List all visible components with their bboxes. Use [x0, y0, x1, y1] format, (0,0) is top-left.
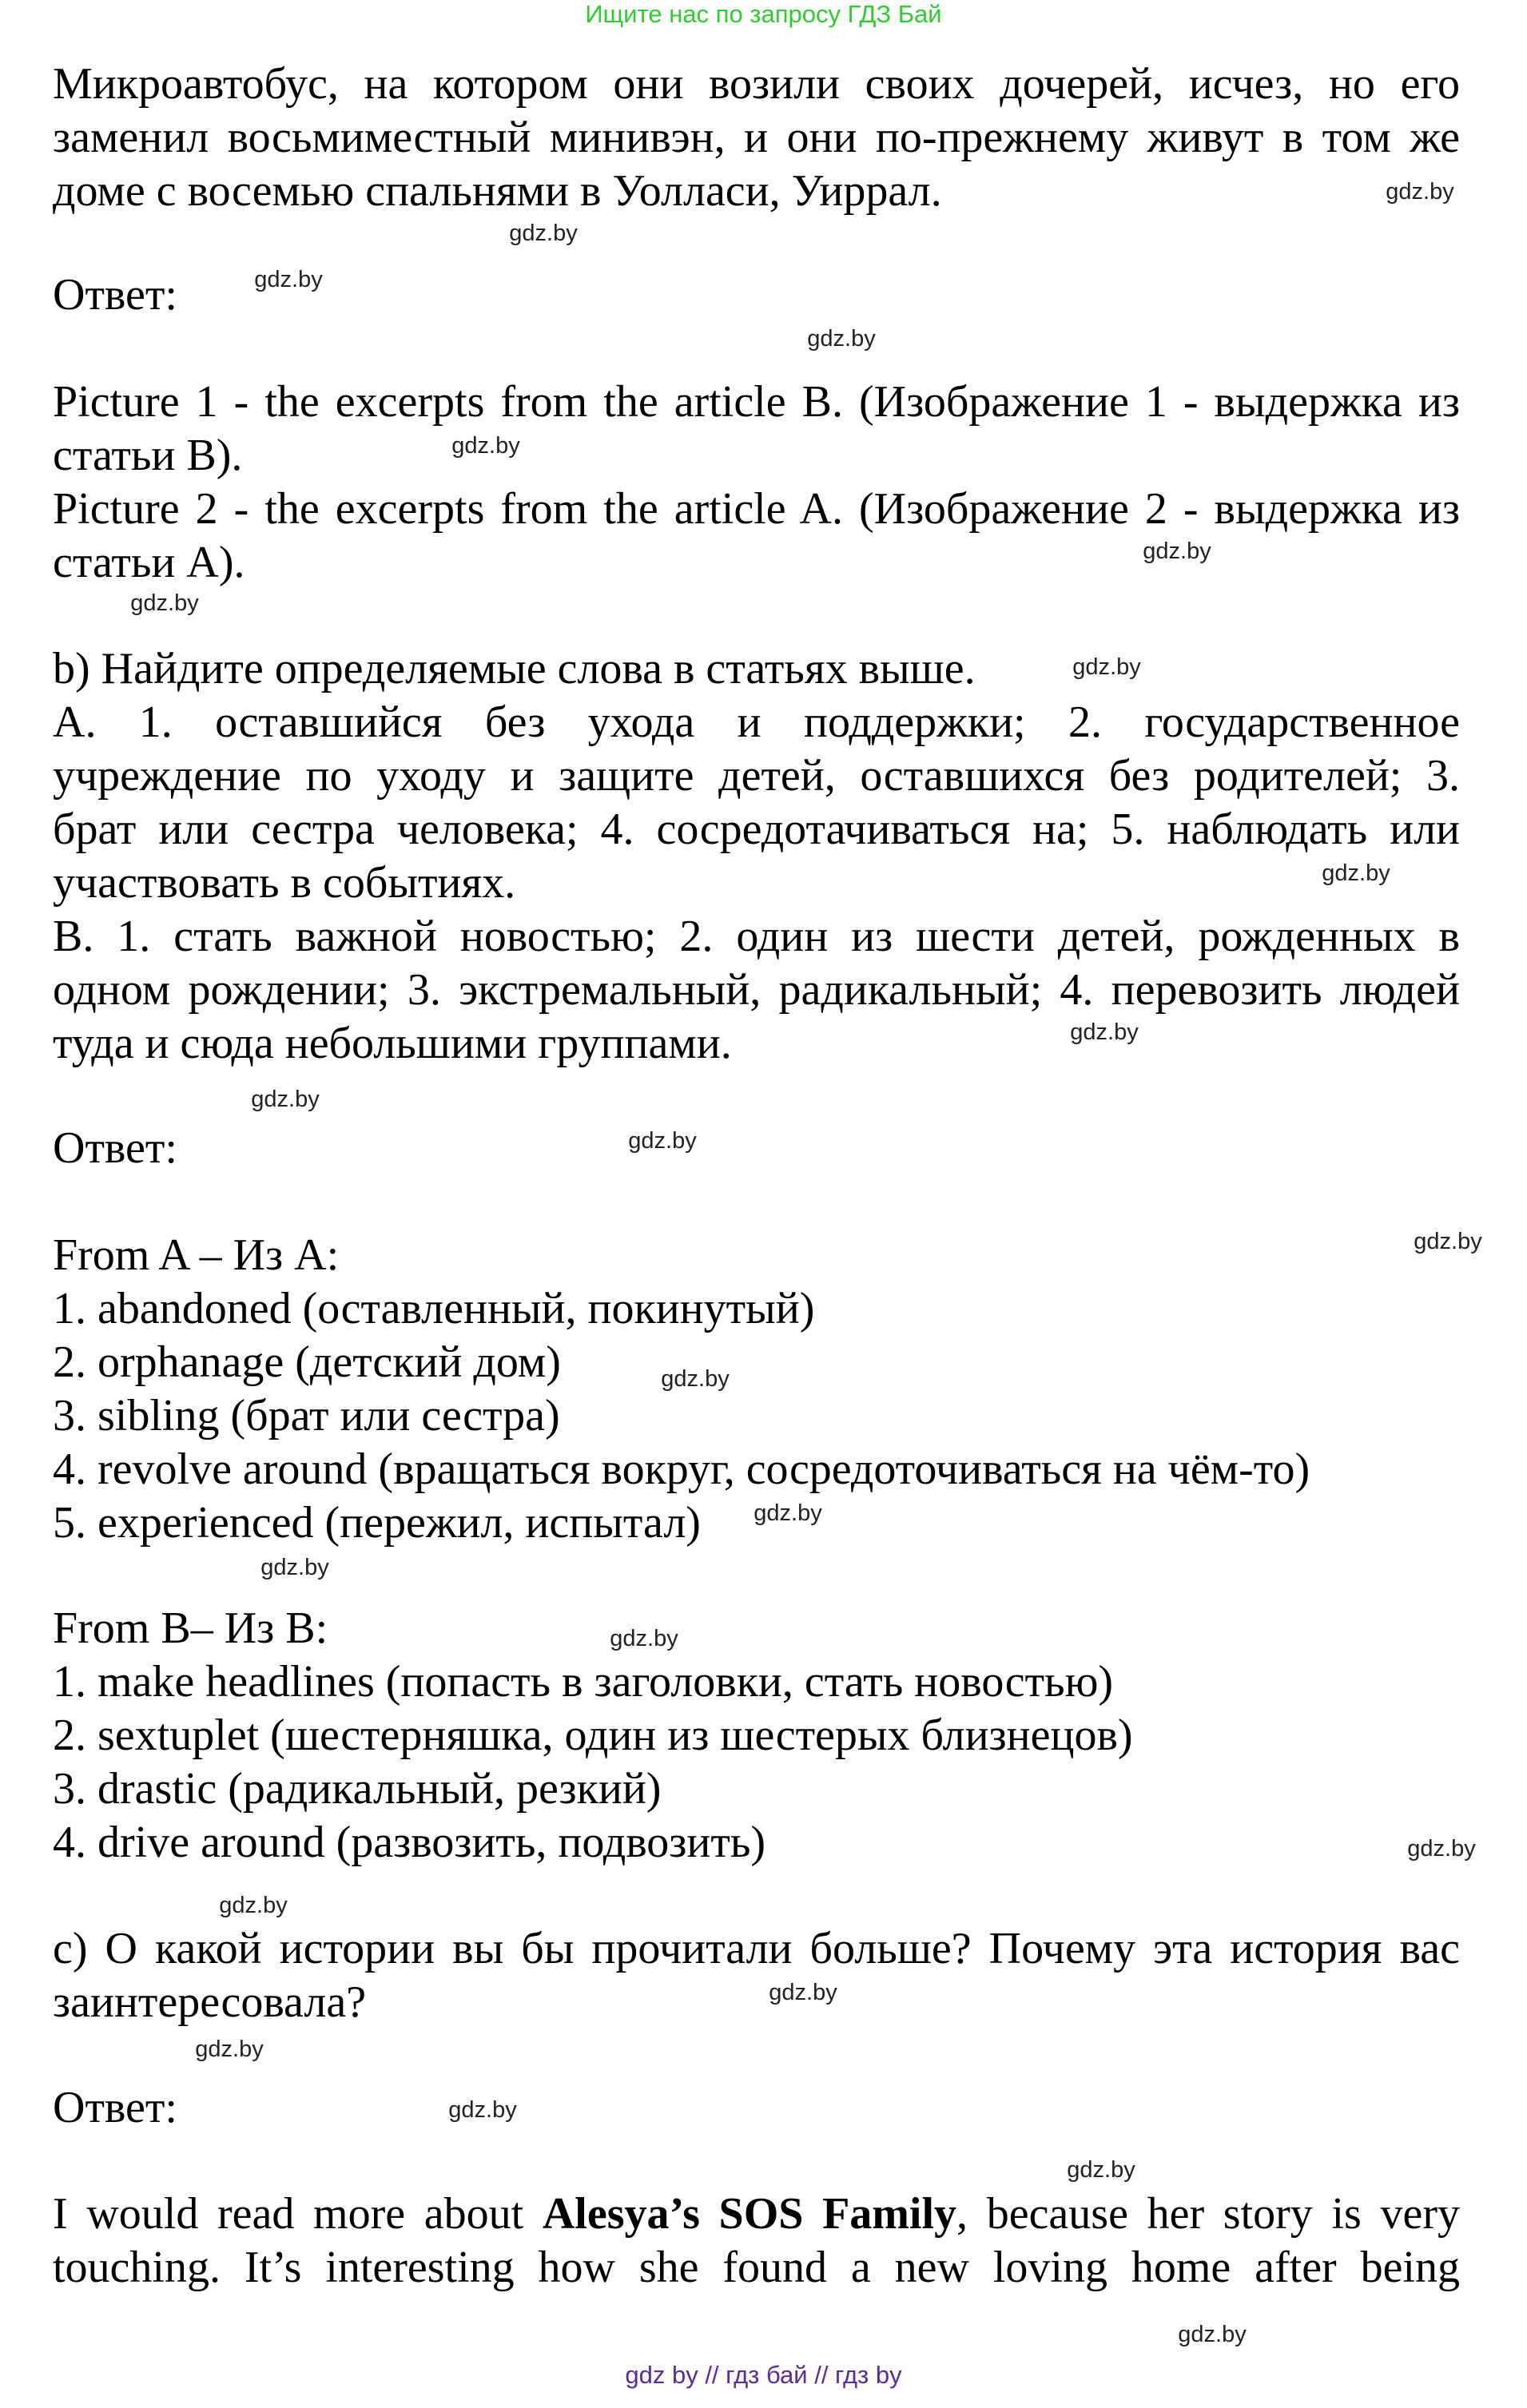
text-line: c) О какой истории вы бы прочитали больше? Почему эта история вас: [53, 1924, 1460, 1973]
list-item: 2. sextuplet (шестерняшка, один из шестерых близнецов): [53, 1711, 1133, 1760]
text-line: Микроавтобус, на котором они возили своих дочерей, исчез, но его: [53, 59, 1460, 109]
list-heading: From B– Из B:: [53, 1603, 328, 1653]
watermark: gdz.by: [1414, 1229, 1482, 1254]
list-heading: From A – Из A:: [53, 1230, 340, 1280]
text-line: Picture 2 - the excerpts from the article A. (Изображение 2 - выдержка из: [53, 484, 1460, 534]
text-line: участвовать в событиях.: [53, 858, 516, 908]
text-line: B. 1. стать важной новостью; 2. один из шести детей, рожденных в: [53, 912, 1460, 961]
task-c: [53, 1922, 1460, 2029]
watermark: gdz.by: [195, 2036, 264, 2062]
watermark: gdz.by: [1072, 654, 1141, 680]
text-line: учреждение по уходу и защите детей, оставшихся без родителей; 3.: [53, 751, 1460, 801]
text-segment: , because her story is very: [956, 2189, 1460, 2239]
text-line: одном рождении; 3. экстремальный, радикальный; 4. перевозить людей: [53, 965, 1460, 1015]
watermark: gdz.by: [769, 1980, 837, 2005]
list-item: 1. abandoned (оставленный, покинутый): [53, 1284, 815, 1333]
watermark: gdz.by: [1067, 2157, 1135, 2183]
answer-label: Ответ:: [53, 1123, 177, 1173]
watermark: gdz.by: [1178, 2322, 1247, 2347]
text-line: заменил восьмиместный минивэн, и они по-прежнему живут в том же: [53, 113, 1460, 162]
text-line: A. 1. оставшийся без ухода и поддержки; 2. государственное: [53, 697, 1460, 747]
list-item: 1. make headlines (попасть в заголовки, стать новостью): [53, 1657, 1114, 1707]
list-item: 3. sibling (брат или сестра): [53, 1391, 560, 1440]
answer-label: Ответ:: [53, 2083, 177, 2132]
watermark: gdz.by: [1070, 1019, 1139, 1045]
story-title: Alesya’s SOS Family: [542, 2189, 957, 2239]
from-b-list: [53, 1602, 1460, 1870]
list-item: 4. revolve around (вращаться вокруг, сосредоточиваться на чём-то): [53, 1444, 1310, 1494]
text-line: статьи A).: [53, 538, 245, 587]
watermark: gdz.by: [628, 1128, 697, 1154]
final-answer: [53, 2187, 1460, 2295]
text-segment: I would read more about: [53, 2189, 543, 2239]
watermark: gdz.by: [254, 267, 323, 292]
list-item: 5. experienced (пережил, испытал): [53, 1498, 701, 1548]
watermark: gdz.by: [448, 2097, 517, 2123]
watermark: gdz.by: [1143, 538, 1211, 564]
watermark: gdz.by: [661, 1366, 730, 1392]
list-item: 4. drive around (развозить, подвозить): [53, 1818, 766, 1867]
search-hint-banner: Ищите нас по запросу ГДЗ Бай: [585, 0, 942, 28]
watermark: gdz.by: [1407, 1836, 1476, 1862]
watermark: gdz.by: [260, 1555, 329, 1580]
watermark: gdz.by: [251, 1087, 320, 1112]
watermark: gdz.by: [807, 326, 876, 352]
text-line: [53, 2187, 1460, 2241]
list-item: 3. drastic (радикальный, резкий): [53, 1764, 662, 1814]
text-line: туда и сюда небольшими группами.: [53, 1019, 732, 1068]
text-line: доме с восемью спальнями в Уолласи, Уиррал.: [53, 166, 942, 216]
footer-links: gdz by // гдз бай // гдз by: [625, 2361, 902, 2389]
list-item: 2. orphanage (детский дом): [53, 1337, 561, 1387]
watermark: gdz.by: [610, 1626, 678, 1651]
watermark: gdz.by: [1322, 860, 1390, 886]
watermark: gdz.by: [1386, 179, 1454, 205]
text-line: статьи B).: [53, 431, 243, 480]
answer-label: Ответ:: [53, 270, 177, 320]
pictures-paragraph: [53, 376, 1460, 590]
watermark: gdz.by: [754, 1500, 822, 1526]
task-b-heading: b) Найдите определяемые слова в статьях выше.: [53, 644, 976, 693]
watermark: gdz.by: [451, 433, 520, 459]
text-line: брат или сестра человека; 4. сосредотачиваться на; 5. наблюдать или: [53, 805, 1460, 854]
text-line: Picture 1 - the excerpts from the article B. (Изображение 1 - выдержка из: [53, 377, 1460, 427]
watermark: gdz.by: [219, 1893, 288, 1918]
paragraph-minibus: [53, 58, 1460, 218]
text-line: touching. It’s interesting how she found a new loving home after being: [53, 2243, 1460, 2292]
task-b: [53, 642, 1460, 1071]
watermark: gdz.by: [130, 590, 199, 616]
watermark: gdz.by: [509, 221, 578, 246]
text-line: заинтересовала?: [53, 1977, 367, 2027]
